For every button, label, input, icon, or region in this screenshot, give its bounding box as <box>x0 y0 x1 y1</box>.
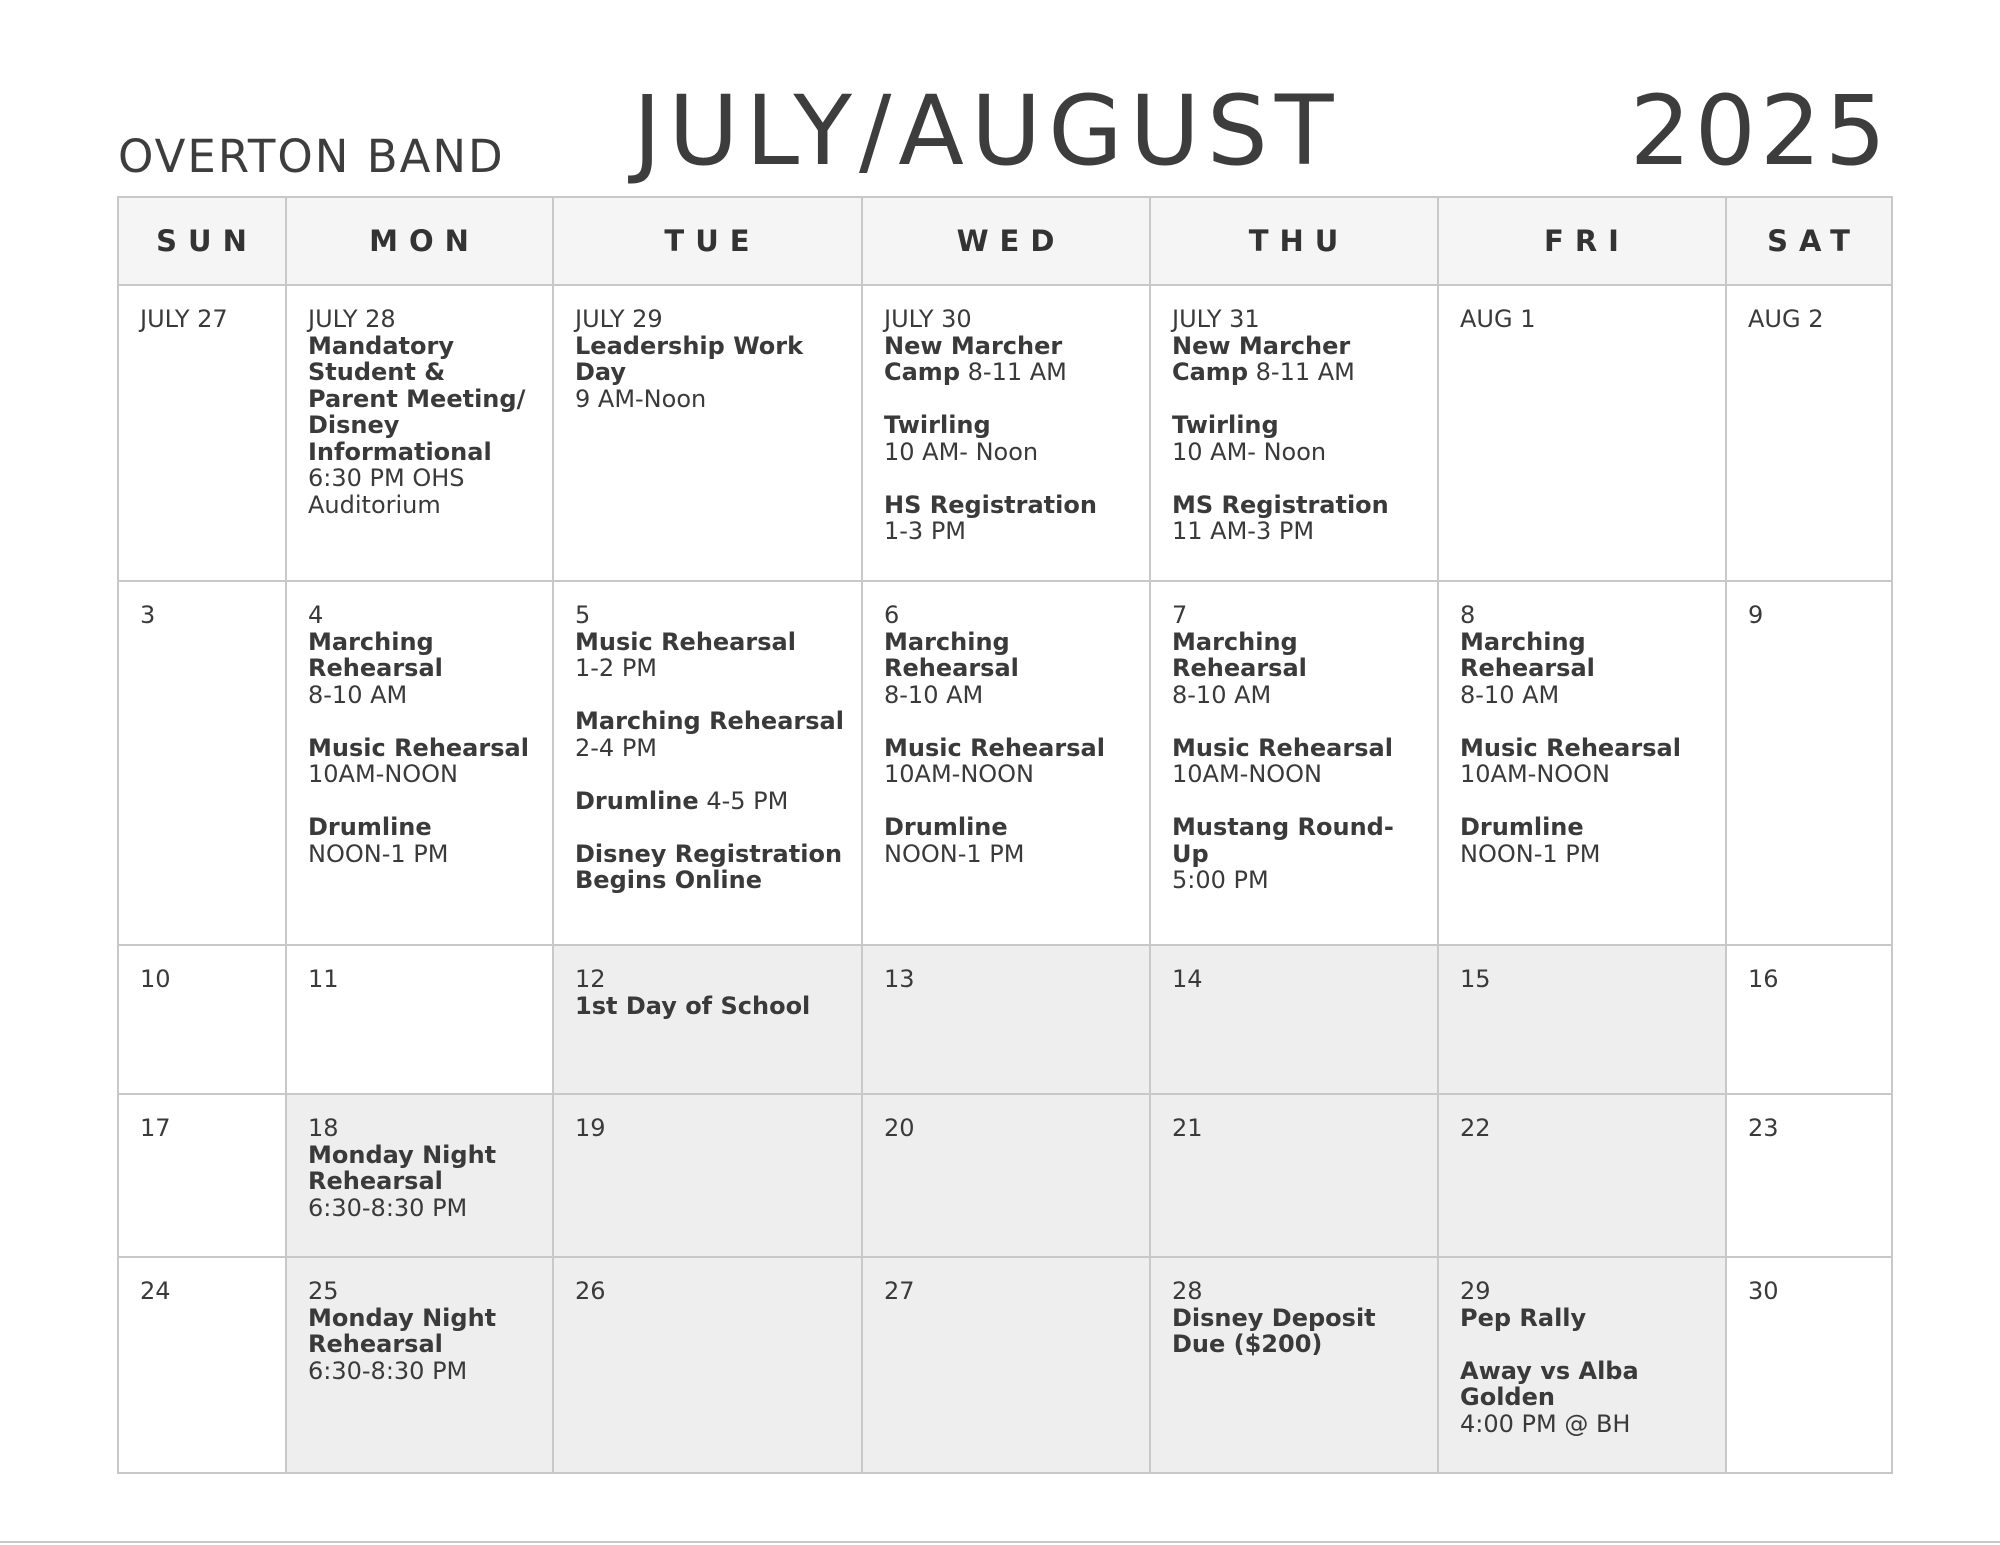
calendar-event <box>575 788 851 815</box>
day-label: JULY 27 <box>140 305 228 333</box>
event-title: Music Rehearsal <box>1460 733 1681 762</box>
event-title: Marching Rehearsal <box>1460 627 1595 682</box>
event-title: New Marcher Camp <box>884 331 1063 386</box>
calendar-event <box>1172 814 1427 894</box>
day-cell <box>118 1094 286 1257</box>
event-time: 10AM-NOON <box>308 760 459 788</box>
event-time: 8-10 AM <box>308 680 408 709</box>
day-cell <box>1438 1094 1726 1257</box>
day-label: 13 <box>884 965 915 993</box>
event-time: 8-10 AM <box>1172 680 1272 709</box>
event-time: 6:30-8:30 PM <box>308 1356 468 1385</box>
weekday-header-row <box>118 197 1892 285</box>
event-time: 2-4 PM <box>575 733 658 762</box>
day-label: 23 <box>1748 1114 1779 1142</box>
calendar-event <box>1172 1305 1427 1358</box>
day-cell <box>1150 1094 1438 1257</box>
event-title: Monday Night Rehearsal <box>308 1140 497 1195</box>
day-cell <box>1438 285 1726 581</box>
day-label: AUG 1 <box>1460 305 1536 333</box>
day-cell <box>1726 1257 1892 1473</box>
calendar-event <box>575 333 851 413</box>
event-title: HS Registration <box>884 490 1097 519</box>
day-cell <box>862 285 1150 581</box>
week-row <box>118 285 1892 581</box>
calendar-event <box>575 993 851 1020</box>
event-time: 6:30 PM OHS Auditorium <box>308 464 465 519</box>
day-cell <box>118 581 286 945</box>
day-label: 8 <box>1460 601 1476 629</box>
calendar-event <box>1172 333 1427 386</box>
calendar-event <box>884 333 1139 386</box>
calendar-event <box>575 629 851 682</box>
day-cell <box>118 945 286 1094</box>
event-time: 8-11 AM <box>1255 358 1355 386</box>
event-time: 4-5 PM <box>706 786 789 815</box>
day-cell <box>553 285 862 581</box>
calendar-event <box>1172 492 1427 545</box>
event-time: 10 AM- Noon <box>884 437 1039 466</box>
calendar-event <box>308 814 542 867</box>
day-label: JULY 30 <box>884 305 972 333</box>
calendar-event <box>884 492 1139 545</box>
day-label: 18 <box>308 1114 339 1142</box>
year-title: 2025 <box>1629 75 1890 187</box>
day-label: 12 <box>575 965 606 993</box>
event-title: New Marcher Camp <box>1172 331 1351 386</box>
day-cell <box>1438 581 1726 945</box>
day-cell <box>553 1094 862 1257</box>
day-label: 11 <box>308 965 339 993</box>
event-title: Music Rehearsal <box>1172 733 1393 762</box>
day-label: 21 <box>1172 1114 1203 1142</box>
calendar-event <box>1460 735 1715 788</box>
event-title: Marching Rehearsal <box>1172 627 1307 682</box>
event-time: 4:00 PM @ BH <box>1460 1409 1631 1438</box>
event-title: Mustang Round-Up <box>1172 813 1394 868</box>
day-cell <box>1726 945 1892 1094</box>
day-cell <box>1726 285 1892 581</box>
day-label: 5 <box>575 601 591 629</box>
event-time: NOON-1 PM <box>1460 839 1601 868</box>
week-row <box>118 581 1892 945</box>
event-time: 8-10 AM <box>884 680 984 709</box>
day-label: 22 <box>1460 1114 1491 1142</box>
event-title: Marching Rehearsal <box>308 627 443 682</box>
calendar-grid <box>117 196 1893 1474</box>
day-label: 15 <box>1460 965 1491 993</box>
calendar-event <box>308 735 542 788</box>
event-time: 10 AM- Noon <box>1172 437 1327 466</box>
day-cell <box>1726 1094 1892 1257</box>
weekday-sun: SUN <box>118 197 286 285</box>
calendar-event <box>1172 629 1427 709</box>
calendar-event <box>1460 814 1715 867</box>
day-label: 9 <box>1748 601 1764 629</box>
day-cell <box>286 1094 553 1257</box>
event-title: Marching Rehearsal <box>884 627 1019 682</box>
calendar-event <box>1460 629 1715 709</box>
day-cell <box>118 1257 286 1473</box>
day-label: 24 <box>140 1277 171 1305</box>
event-title: Twirling <box>1172 411 1279 439</box>
calendar-event <box>1460 1358 1715 1438</box>
event-time: 9 AM-Noon <box>575 384 707 413</box>
weekday-mon: MON <box>286 197 553 285</box>
day-cell <box>553 945 862 1094</box>
day-cell <box>1150 1257 1438 1473</box>
day-label: AUG 2 <box>1748 305 1824 333</box>
calendar-event <box>308 1142 542 1222</box>
day-cell <box>1150 581 1438 945</box>
day-label: 17 <box>140 1114 171 1142</box>
day-cell <box>1150 285 1438 581</box>
event-title: Drumline <box>884 813 1008 841</box>
event-time: 5:00 PM <box>1172 866 1269 894</box>
event-time: 8-11 AM <box>967 358 1067 386</box>
calendar-event <box>575 708 851 761</box>
day-cell <box>553 581 862 945</box>
day-label: 28 <box>1172 1277 1203 1305</box>
event-title: Drumline <box>575 786 699 815</box>
day-label: 16 <box>1748 965 1779 993</box>
event-title: Music Rehearsal <box>308 733 529 762</box>
calendar-event <box>308 333 542 519</box>
day-cell <box>862 1257 1150 1473</box>
weekday-wed: WED <box>862 197 1150 285</box>
event-title: Twirling <box>884 411 991 439</box>
calendar-event <box>575 841 851 894</box>
day-cell <box>286 581 553 945</box>
event-title: Music Rehearsal <box>884 733 1105 762</box>
week-row <box>118 1094 1892 1257</box>
event-title: Drumline <box>308 813 432 841</box>
event-time: NOON-1 PM <box>308 839 449 868</box>
event-title: Mandatory Student & Parent Meeting/ Disney Informational <box>308 331 526 466</box>
calendar-event <box>884 735 1139 788</box>
event-title: Monday Night Rehearsal <box>308 1303 497 1358</box>
event-time: 1-3 PM <box>884 517 967 545</box>
day-label: 10 <box>140 965 171 993</box>
day-label: 20 <box>884 1114 915 1142</box>
event-time: 10AM-NOON <box>1172 760 1323 788</box>
event-time: NOON-1 PM <box>884 839 1025 868</box>
event-title: Disney Registration Begins Online <box>575 839 843 894</box>
week-row <box>118 945 1892 1094</box>
day-cell <box>1438 945 1726 1094</box>
calendar-event <box>1172 412 1427 465</box>
day-cell <box>1438 1257 1726 1473</box>
calendar-event <box>884 412 1139 465</box>
footer-divider <box>0 1541 2000 1543</box>
day-label: 3 <box>140 601 156 629</box>
day-label: 26 <box>575 1277 606 1305</box>
day-cell <box>118 285 286 581</box>
event-title: MS Registration <box>1172 490 1389 519</box>
day-label: JULY 28 <box>308 305 396 333</box>
calendar-header <box>118 75 1890 190</box>
day-cell <box>862 1094 1150 1257</box>
weekday-thu: THU <box>1150 197 1438 285</box>
day-cell <box>862 945 1150 1094</box>
day-label: 27 <box>884 1277 915 1305</box>
event-title: Drumline <box>1460 813 1584 841</box>
event-time: 10AM-NOON <box>1460 760 1611 788</box>
day-label: JULY 31 <box>1172 305 1260 333</box>
event-time: 1-2 PM <box>575 654 658 682</box>
event-title: 1st Day of School <box>575 991 811 1020</box>
day-label: 29 <box>1460 1277 1491 1305</box>
day-label: 25 <box>308 1277 339 1305</box>
weekday-tue: TUE <box>553 197 862 285</box>
day-cell <box>862 581 1150 945</box>
weekday-fri: FRI <box>1438 197 1726 285</box>
day-label: 30 <box>1748 1277 1779 1305</box>
day-label: 6 <box>884 601 900 629</box>
event-time: 10AM-NOON <box>884 760 1035 788</box>
event-time: 8-10 AM <box>1460 680 1560 709</box>
day-cell <box>286 1257 553 1473</box>
day-cell <box>286 945 553 1094</box>
day-label: 14 <box>1172 965 1203 993</box>
event-title: Music Rehearsal <box>575 627 796 656</box>
event-title: Away vs Alba Golden <box>1460 1356 1639 1411</box>
day-cell <box>1150 945 1438 1094</box>
event-time: 11 AM-3 PM <box>1172 517 1315 545</box>
day-label: 7 <box>1172 601 1188 629</box>
calendar-event <box>884 629 1139 709</box>
day-label: JULY 29 <box>575 305 663 333</box>
weekday-sat: SAT <box>1726 197 1892 285</box>
event-time: 6:30-8:30 PM <box>308 1193 468 1222</box>
day-label: 19 <box>575 1114 606 1142</box>
month-title: JULY/AUGUST <box>633 75 1341 187</box>
week-row <box>118 1257 1892 1473</box>
calendar-event <box>1460 1305 1715 1332</box>
calendar-event <box>1172 735 1427 788</box>
event-title: Disney Deposit Due ($200) <box>1172 1303 1376 1358</box>
calendar-event <box>884 814 1139 867</box>
day-label: 4 <box>308 601 324 629</box>
calendar-event <box>308 1305 542 1385</box>
day-cell <box>286 285 553 581</box>
event-title: Leadership Work Day <box>575 331 804 386</box>
event-title: Marching Rehearsal <box>575 707 844 735</box>
day-cell <box>553 1257 862 1473</box>
day-cell <box>1726 581 1892 945</box>
band-name: OVERTON BAND <box>118 130 505 183</box>
calendar-event <box>308 629 542 709</box>
event-title: Pep Rally <box>1460 1303 1587 1332</box>
